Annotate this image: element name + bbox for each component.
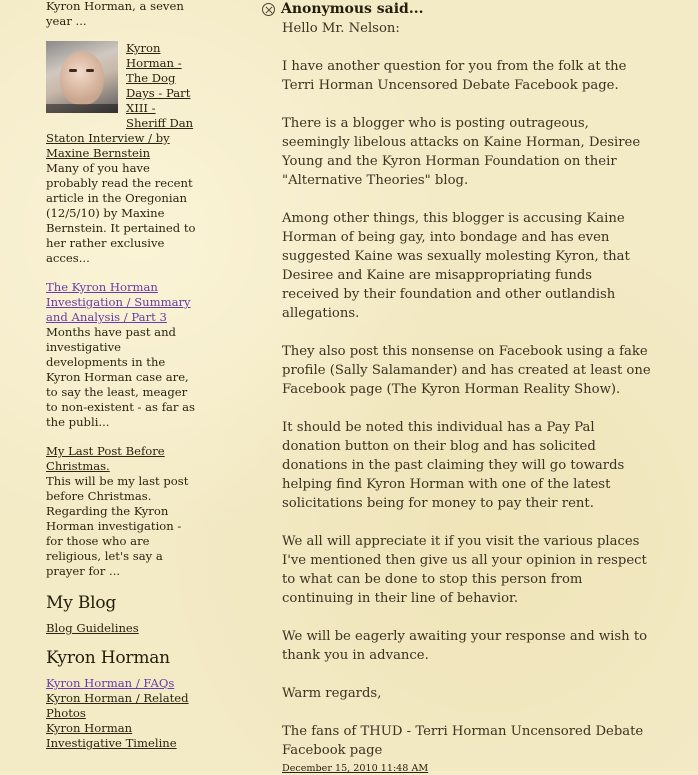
kyron-horman-heading: Kyron Horman: [46, 648, 170, 668]
comment-paragraph: There is a blogger who is posting outrageous, seemingly libelous attacks on Kaine Horman, Desiree Young and the Kyron Horman Foundation on their "Alternative Theories" blog.: [282, 116, 641, 188]
comment-paragraph: We all will appreciate it if you visit the various places I've mentioned then give us all your opinion in respect to what can be done to stop this person from continuing in their line of behavior.: [282, 534, 647, 606]
comment-header: [262, 0, 652, 19]
comment-author-icon: [262, 3, 275, 16]
sidebar-top-snippet: Kyron Horman, a seven year ...: [46, 0, 184, 28]
sidebar-post-title-link[interactable]: My Last Post Before Christmas.: [46, 444, 165, 473]
comment-paragraph: It should be noted this individual has a Pay Pal donation button on their blog and has solicited donations in the past claiming they will go towards helping find Kyron Horman with one of the latest solicitations being for money to pay their rent.: [282, 420, 625, 511]
comment-paragraph: Warm regards,: [282, 686, 382, 701]
sidebar-post-title-link[interactable]: Kyron Horman - The Dog Days - Part XIII - Sheriff Dan Staton Interview / by Maxine Bernstein: [46, 41, 194, 160]
sidebar-post: [46, 41, 198, 266]
sidebar-post-title-link[interactable]: The Kyron Horman Investigation / Summary and Analysis / Part 3: [46, 280, 191, 324]
faqs-link[interactable]: Kyron Horman / FAQs: [46, 676, 175, 690]
sidebar-post-snippet: Many of you have probably read the recent article in the Oregonian (12/5/10) by Maxine Bernstein. It pertained to her rather exclusive acces...: [46, 161, 196, 265]
comment-permalink[interactable]: December 15, 2010 11:48 AM: [282, 763, 429, 774]
comment: [262, 0, 652, 775]
sidebar-post-snippet: Months have past and investigative developments in the Kyron Horman case are, to say the least, meager to non-existent - as far as the publi...: [46, 325, 195, 429]
comment-paragraph: Hello Mr. Nelson:: [282, 21, 400, 36]
post-thumbnail[interactable]: [46, 41, 118, 113]
related-photos-link[interactable]: Kyron Horman / Related Photos: [46, 691, 189, 720]
comment-body: [282, 19, 652, 775]
sidebar-post: [46, 444, 198, 579]
sidebar-post: [46, 280, 198, 430]
my-blog-links: [46, 621, 198, 636]
investigative-timeline-link[interactable]: Kyron Horman Investigative Timeline: [46, 721, 177, 750]
my-blog-heading: My Blog: [46, 593, 117, 613]
sidebar: [46, 0, 198, 751]
comment-paragraph: Among other things, this blogger is accusing Kaine Horman of being gay, into bondage and has even suggested Kaine was sexually molesting Kyron, that Desiree and Kaine are misappropriating funds received by their foundation and other outlandish allegations.: [282, 211, 630, 321]
sidebar-post-snippet: This will be my last post before Christmas. Regarding the Kyron Horman investigation - for those who are religious, let's say a prayer for ...: [46, 474, 189, 578]
comment-author: Anonymous said...: [281, 1, 424, 17]
comment-paragraph: I have another question for you from the folk at the Terri Horman Uncensored Debate Facebook page.: [282, 59, 627, 93]
comment-paragraph: The fans of THUD - Terri Horman Uncensored Debate Facebook page: [282, 724, 644, 758]
blog-guidelines-link[interactable]: Blog Guidelines: [46, 621, 139, 635]
comment-paragraph: They also post this nonsense on Facebook using a fake profile (Sally Salamander) and has created at least one Facebook page (The Kyron Horman Reality Show).: [282, 344, 651, 397]
kyron-horman-links: [46, 676, 198, 751]
comment-paragraph: We will be eagerly awaiting your response and wish to thank you in advance.: [282, 629, 648, 663]
comment-timestamp: [282, 763, 652, 775]
